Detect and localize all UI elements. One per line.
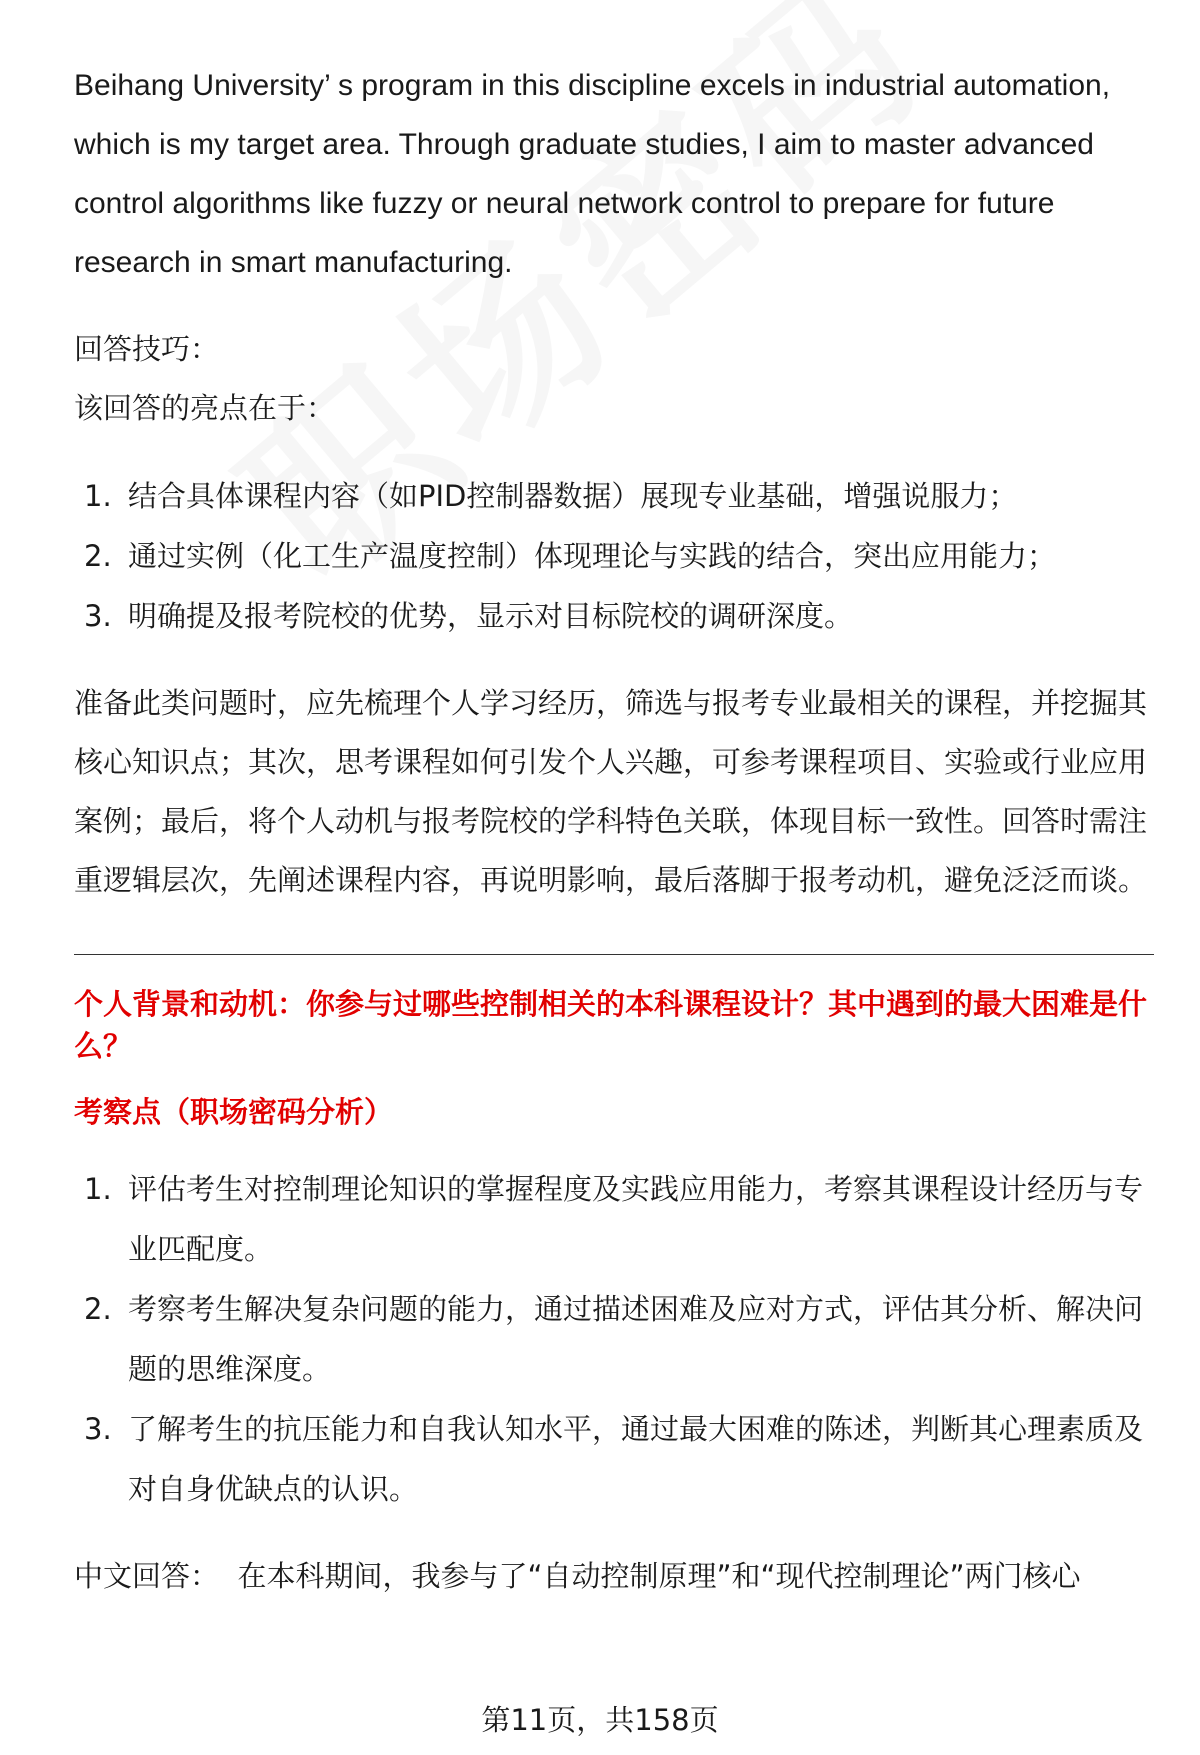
list-number: 1.	[84, 1172, 112, 1206]
tips-label: 回答技巧：	[74, 332, 220, 366]
list-item	[74, 1159, 1154, 1279]
list-item-text: 结合具体课程内容（如PID控制器数据）展现专业基础，增强说服力；	[128, 479, 1018, 513]
list-item	[74, 466, 1154, 526]
intro-english-paragraph: Beihang University’ s program in this discipline excels in industrial automation, which is my target area. Through graduate studies, I aim to master advanced control algorithms like fuzzy or neural network control to prepare for future research in smart manufacturing.	[74, 69, 1111, 279]
list-item	[74, 1279, 1154, 1399]
assessment-title: 考察点（职场密码分析）	[74, 1095, 394, 1129]
highlights-label: 该回答的亮点在于：	[74, 391, 336, 425]
document-page	[74, 56, 1154, 1606]
list-item-text: 考察考生解决复杂问题的能力，通过描述困难及应对方式，评估其分析、解决问题的思维深度。	[128, 1292, 1144, 1386]
list-number: 3.	[84, 599, 112, 633]
highlights-list	[74, 466, 1154, 646]
list-number: 2.	[84, 1292, 112, 1326]
list-item-text: 了解考生的抗压能力和自我认知水平，通过最大困难的陈述，判断其心理素质及对自身优缺点的认识。	[128, 1412, 1144, 1506]
list-number: 2.	[84, 539, 112, 573]
prep-paragraph: 准备此类问题时，应先梳理个人学习经历，筛选与报考专业最相关的课程，并挖掘其核心知识点；其次，思考课程如何引发个人兴趣，可参考课程项目、实验或行业应用案例；最后，将个人动机与报考院校的学科特色关联，体现目标一致性。回答时需注重逻辑层次，先阐述课程内容，再说明影响，最后落脚于报考动机，避免泛泛而谈。	[74, 686, 1148, 897]
answer-cn-paragraph	[74, 1547, 1154, 1606]
list-item-text: 明确提及报考院校的优势，显示对目标院校的调研深度。	[128, 599, 854, 633]
assessment-list	[74, 1159, 1154, 1519]
list-item	[74, 1399, 1154, 1519]
list-number: 3.	[84, 1412, 112, 1446]
answer-cn-label: 中文回答：	[74, 1559, 220, 1593]
page-footer: 第11页，共158页	[481, 1703, 719, 1737]
list-item	[74, 586, 1154, 646]
list-number: 1.	[84, 479, 112, 513]
list-item-text: 通过实例（化工生产温度控制）体现理论与实践的结合，突出应用能力；	[128, 539, 1057, 573]
question-heading: 个人背景和动机：你参与过哪些控制相关的本科课程设计？其中遇到的最大困难是什么？	[74, 987, 1148, 1063]
list-item-text: 评估考生对控制理论知识的掌握程度及实践应用能力，考察其课程设计经历与专业匹配度。	[128, 1172, 1144, 1266]
list-item	[74, 526, 1154, 586]
answer-cn-text: 在本科期间，我参与了“自动控制原理”和“现代控制理论”两门核心	[237, 1559, 1081, 1593]
